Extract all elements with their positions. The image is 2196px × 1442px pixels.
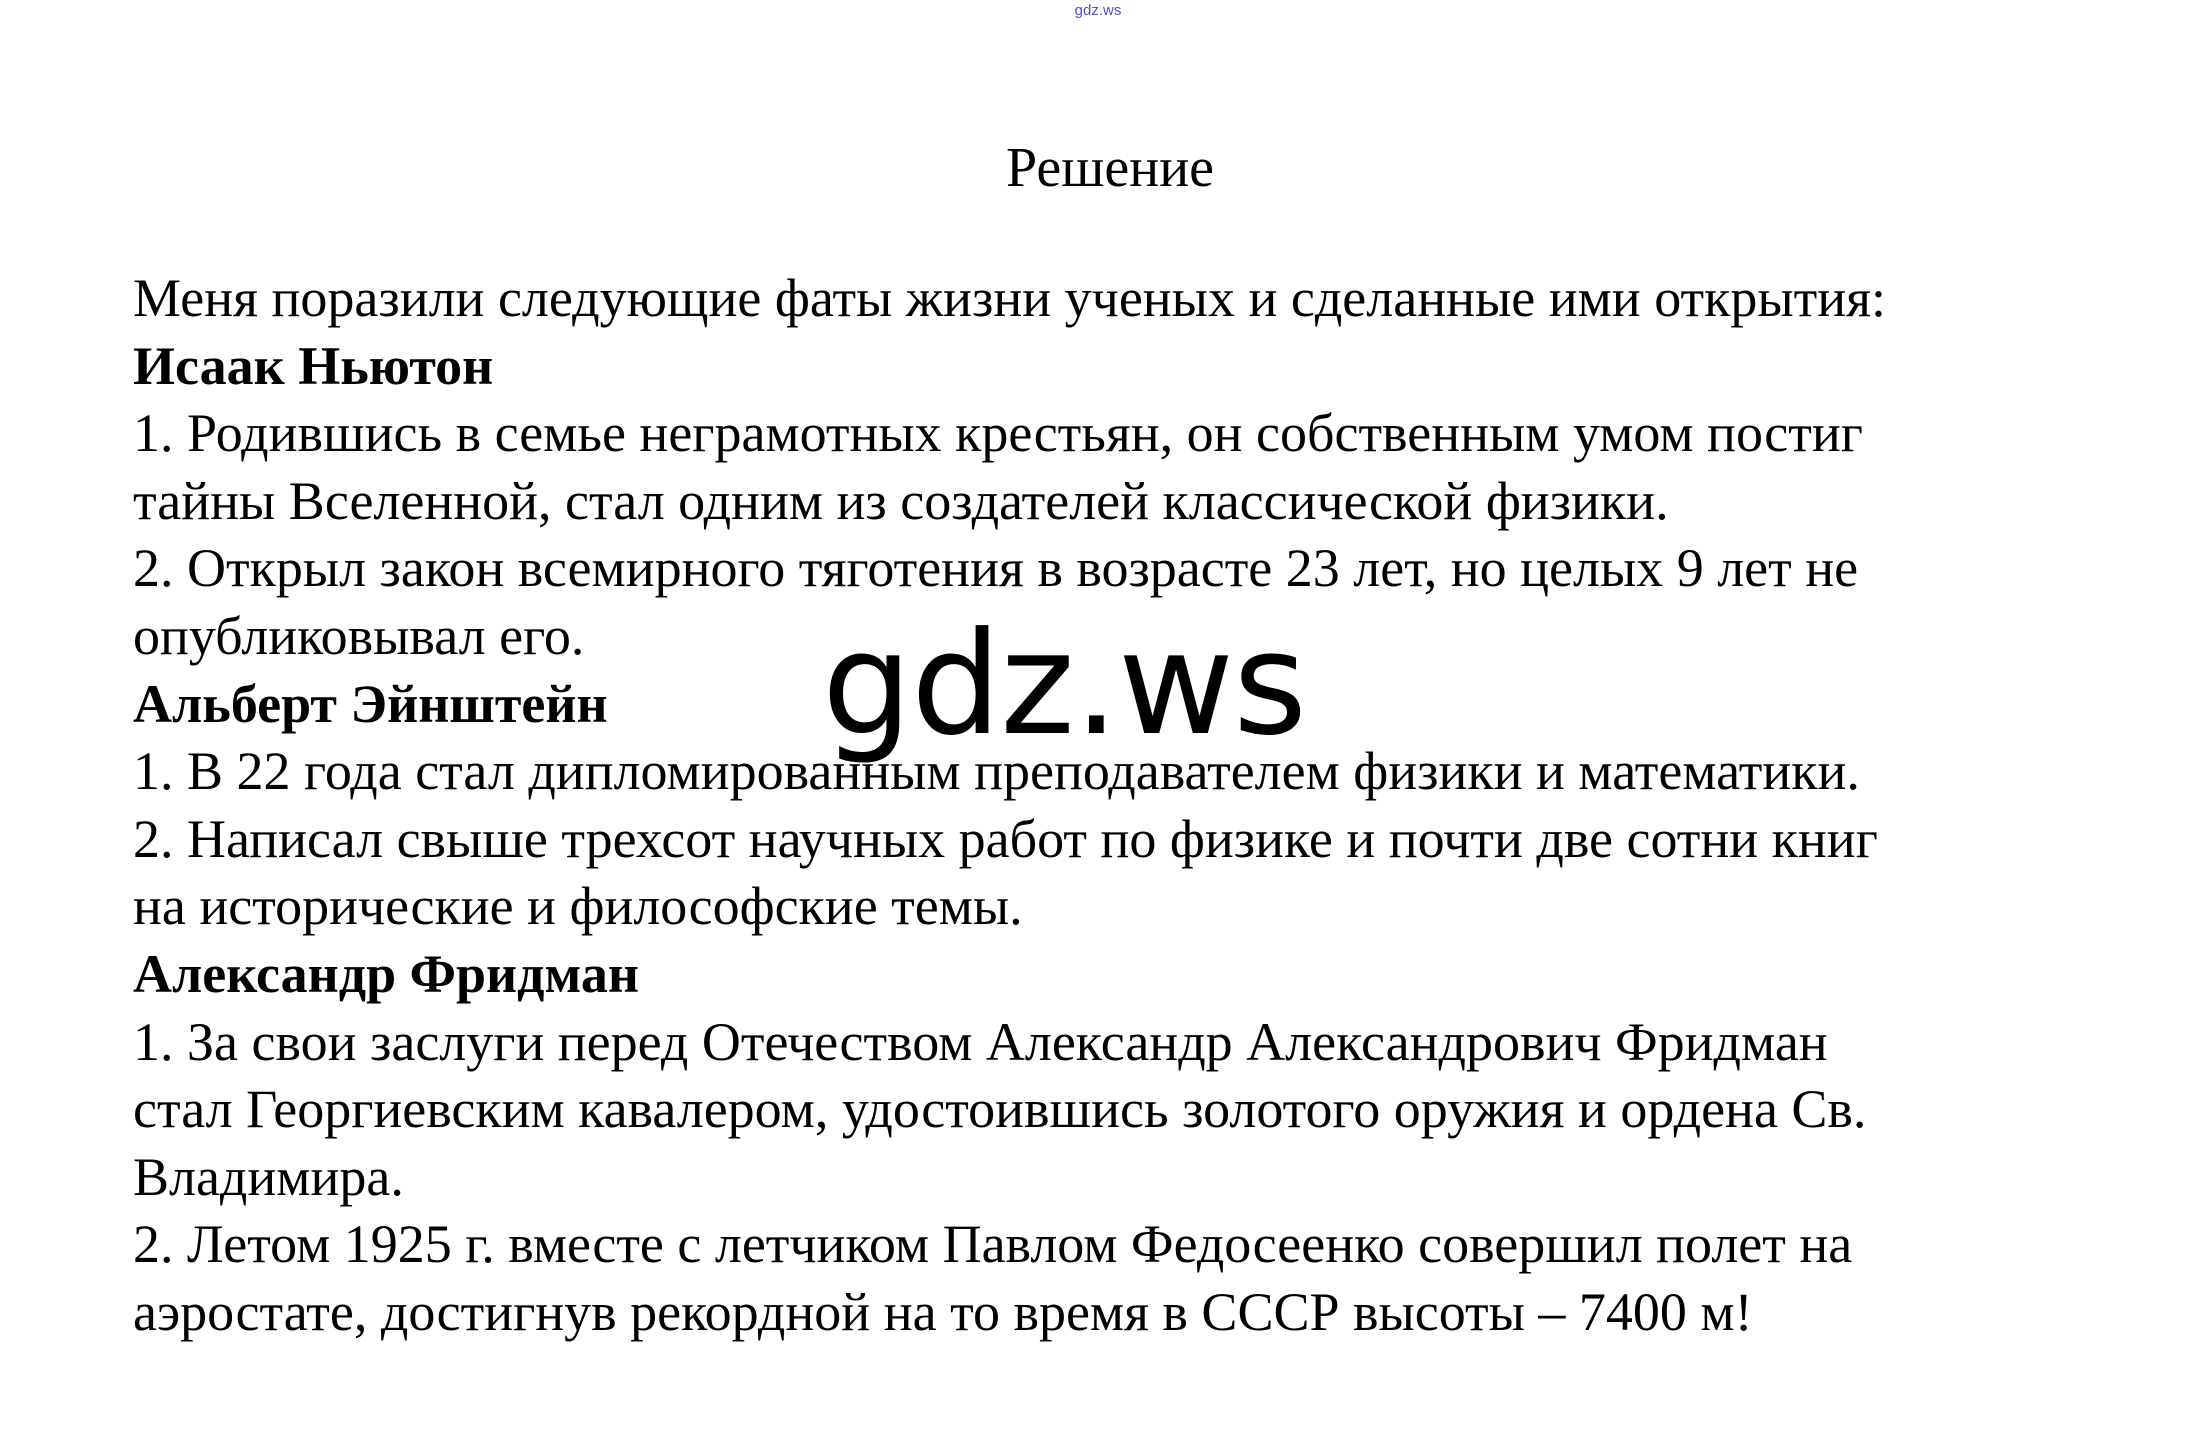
text-line: тайны Вселенной, стал одним из создателей классической физики. [133, 470, 1669, 531]
text-line: на исторические и философские темы. [133, 876, 1023, 937]
document-body [133, 265, 2173, 1347]
site-link[interactable]: gdz.ws [1074, 2, 1122, 19]
text-line: 2. Летом 1925 г. вместе с летчиком Павлом Федосеенко совершил полет на [133, 1214, 1853, 1275]
text-line: опубликовывал его. [133, 605, 585, 666]
section-heading: Альберт Эйнштейн [133, 673, 608, 734]
text-line: 1. За свои заслуги перед Отечеством Александр Александрович Фридман [133, 1011, 1828, 1072]
text-line: 2. Открыл закон всемирного тяготения в возрасте 23 лет, но целых 9 лет не [133, 538, 1859, 599]
text-line: 2. Написал свыше трехсот научных работ по физике и почти две сотни книг [133, 808, 1878, 869]
text-line: стал Георгиевским кавалером, удостоившись золотого оружия и ордена Св. [133, 1079, 1867, 1140]
text-line: Владимира. [133, 1146, 404, 1207]
page-title: Решение [1005, 137, 1215, 199]
text-line: аэростате, достигнув рекордной на то время в СССР высоты – 7400 м! [133, 1281, 1753, 1342]
section-heading: Исаак Ньютон [133, 335, 494, 396]
watermark: gdz.ws [822, 602, 1307, 767]
section-heading: Александр Фридман [133, 943, 639, 1004]
section-friedmann [133, 941, 2173, 1347]
intro-text: Меня поразили следующие фаты жизни ученых и сделанные ими открытия: [133, 268, 1886, 328]
text-line: 1. Родившись в семье неграмотных крестьян, он собственным умом постиг [133, 403, 1863, 464]
text-line: 1. В 22 года стал дипломированным преподавателем физики и математики. [133, 741, 1860, 802]
